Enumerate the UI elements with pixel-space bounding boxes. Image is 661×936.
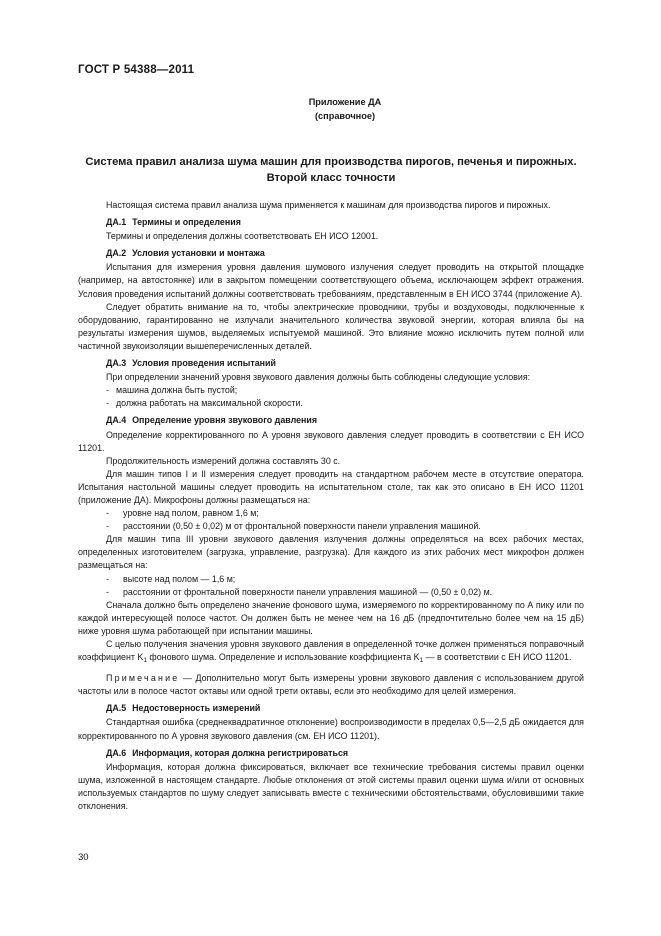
annex-title: Приложение ДА — [308, 97, 382, 107]
document-body — [78, 199, 584, 813]
section-number: ДА.1 — [106, 217, 127, 228]
section-title: Определение уровня звукового давления — [132, 415, 318, 426]
document-title-line1: Система правил анализа шума машин для производства пирогов, печенья и пирожных. — [85, 156, 577, 168]
section-heading-da3 — [78, 357, 584, 370]
paragraph: Термины и определения должны соответствовать ЕН ИСО 12001. — [106, 231, 379, 242]
paragraph: Для машин типа III уровни звукового давления излучения должны определяться на всех рабочих местах, определенных изготовителем (загрузка, управление, разгрузка). Для каждого из этих рабочих мест микрофон должен размещаться на: — [78, 534, 584, 571]
paragraph: Сначала должно быть определено значение фонового шума, измеряемого по корректированному по А пику или по каждой интересующей полосе частот. Он должен быть не менее чем на 16 дБ (предпочтительно более чем на 15 дБ) ниже уровня шума работающей при испытании машины. — [78, 599, 584, 636]
annex-heading — [200, 95, 490, 123]
paragraph: Продолжительность измерений должна составлять 30 с. — [106, 455, 341, 466]
annex-subtitle: (справочное) — [314, 111, 375, 121]
page-number: 30 — [78, 852, 89, 863]
note — [78, 672, 584, 698]
intro-paragraph: Настоящая система правил анализа шума применяется к машинам для производства пирогов и пирожных. — [106, 200, 551, 210]
section-title: Недостоверность измерений — [132, 703, 261, 714]
list-item: - расстоянии от фронтальной поверхности панели управления машиной — (0,50 ± 0,02) м. — [106, 586, 493, 597]
section-heading-da6 — [78, 747, 584, 760]
paragraph: Определение корректированного по А уровня звукового давления следует проводить в соответствии с ЕН ИСО 11201. — [78, 429, 584, 453]
paragraph: При определении значений уровня звукового давления должны быть соблюдены следующие условия: — [106, 372, 531, 383]
section-title: Информация, которая должна регистрироваться — [132, 747, 349, 758]
section-heading-da2 — [78, 247, 584, 260]
paragraph-correction-factor: С целью получения значения уровня звукового давления в определенной точке должен применяться поправочный коэффициент $K_1$ фонового шума. Определение и использование коэффициента $K_1$ — в соответствии с ЕН ИСО 11201. — [78, 639, 584, 665]
standard-designation: ГОСТ Р 54388—2011 — [78, 64, 195, 76]
section-number: ДА.4 — [106, 415, 127, 426]
paragraph: Испытания для измерения уровня давления шумового излучения следует проводить на открытой площадке (например, на автостоянке) или в закрытом помещении соответствующего объема, исключающем эффект отражения. Условия проведения испытаний должны соответствовать требованиям, представленным в ЕН ИСО 3744 (приложение А). — [78, 262, 584, 299]
section-title: Условия проведения испытаний — [132, 358, 276, 369]
list-item: - высоте над полом — 1,6 м; — [106, 573, 236, 584]
paragraph: Информация, которая должна фиксироваться, включает все технические требования системы правил оценки шума, изложенной в настоящем стандарте. Любые отклонения от этой системы правил оценки шума и/или от основных используемых стандартов по шуму следует записывать вместе с техническими обстоятельствами, обусловившими такие отклонения. — [78, 761, 584, 812]
paragraph: Для машин типов I и II измерения следует проводить на стандартном рабочем месте в отсутствие оператора. Испытания настольной машины следует проводить на испытательном столе, так как это описано в ЕН ИСО 11201 (приложение ДА). Микрофоны должны размещаться на: — [78, 468, 584, 505]
document-title-line2: Второй класс точности — [266, 171, 396, 184]
section-number: ДА.2 — [106, 248, 127, 259]
section-title: Термины и определения — [132, 217, 241, 228]
note-label: Примечание — [106, 673, 180, 684]
list-item: - должна работать на максимальной скорости. — [106, 398, 303, 409]
list-item: - расстоянии (0,50 ± 0,02) м от фронтальной поверхности панели управления машиной. — [106, 521, 481, 532]
section-heading-da4 — [78, 414, 584, 427]
paragraph: Стандартная ошибка (среднеквадратичное отклонение) воспроизводимости в пределах 0,5—2,5 дБ ожидается для корректированного по А уровня звукового давления (см. ЕН ИСО 11201). — [78, 717, 584, 741]
section-number: ДА.5 — [106, 703, 127, 714]
section-title: Условия установки и монтажа — [132, 248, 265, 259]
section-heading-da1 — [78, 216, 584, 229]
list-item: - уровне над полом, равном 1,6 м; — [106, 508, 259, 519]
note-text: — Дополнительно могут быть измерены уровни звукового давления с использованием другой частоты или в полосе частот октавы или одной трети октавы, если это необходимо для целей измерения. — [78, 673, 584, 697]
list-item: - машина должна быть пустой; — [106, 385, 238, 396]
section-heading-da5 — [78, 702, 584, 715]
document-title — [78, 155, 584, 186]
section-number: ДА.6 — [106, 747, 127, 758]
paragraph: Следует обратить внимание на то, чтобы электрические проводники, трубы и воздуховоды, подключенные к оборудованию, гарантированно не излучали значительного количества звуковой энергии, которая влияла бы на результаты измерения шумов, выделяемых испытуемой машиной. Это влияние можно исключить путем полной или частичной звукоизоляции вышеперечисленных деталей. — [78, 301, 584, 351]
section-number: ДА.3 — [106, 358, 127, 369]
